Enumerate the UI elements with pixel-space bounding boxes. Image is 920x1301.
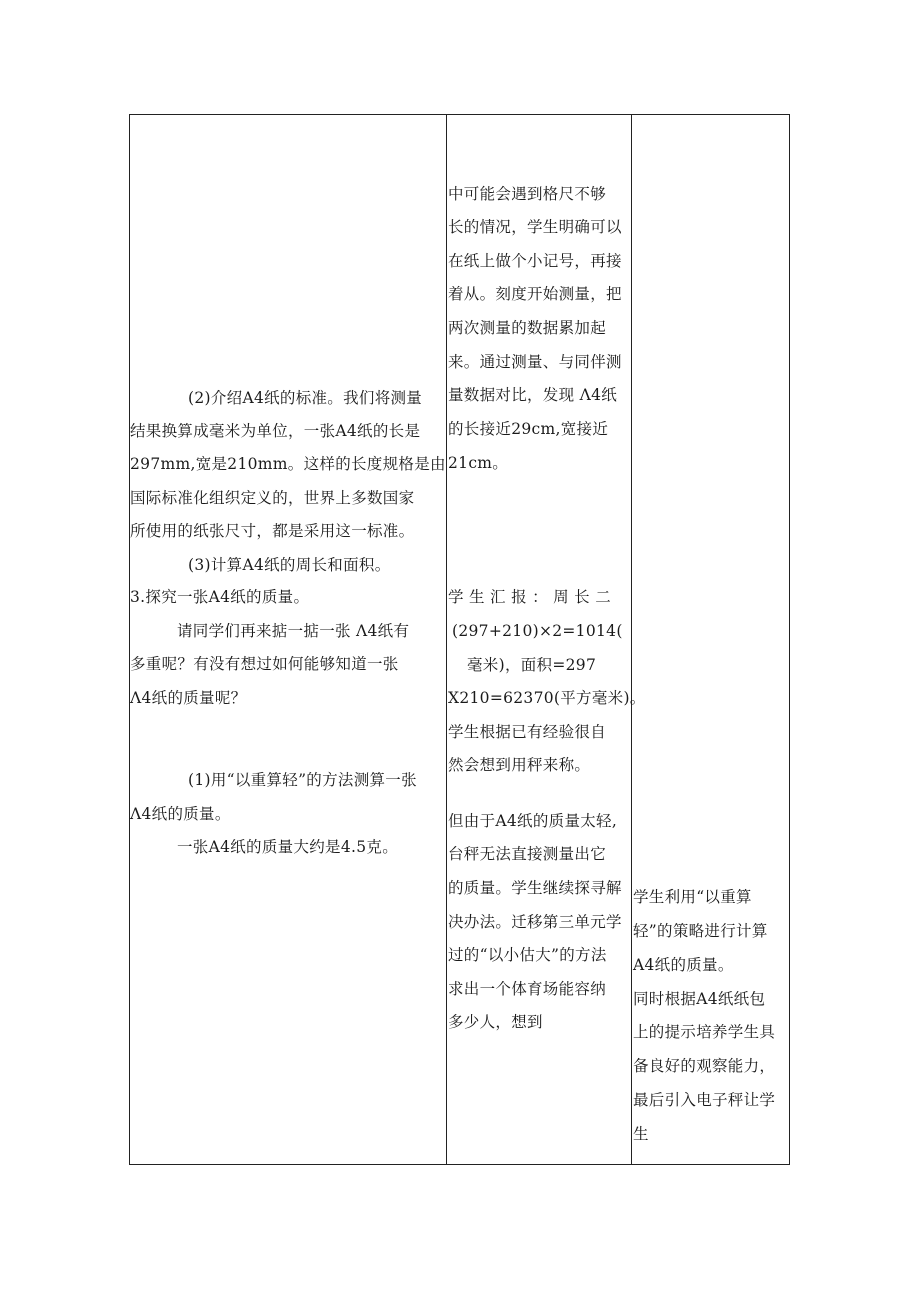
col1-line: 所使用的纸张尺寸，都是采用这一标准。 bbox=[130, 522, 415, 540]
col2-line: 毫米)，面积=297 bbox=[467, 656, 597, 674]
col2-line: 在纸上做个小记号，再接 bbox=[448, 252, 622, 270]
column-divider bbox=[631, 115, 632, 1164]
column-divider bbox=[446, 115, 447, 1164]
col2-line: 的质量。学生继续探寻解 bbox=[448, 879, 622, 897]
col1-line: (2)介绍A4纸的标准。我们将测量 bbox=[188, 389, 423, 407]
col1-line: 297mm,宽是210mm。这样的长度规格是由 bbox=[130, 455, 446, 473]
col1-line: (1)用“以重算轻”的方法测算一张 bbox=[188, 771, 417, 789]
col2-line: 过的“以小估大”的方法 bbox=[448, 946, 607, 964]
col1-line: Λ4纸的质量呢？ bbox=[130, 689, 247, 707]
col3-line: 备良好的观察能力， bbox=[633, 1057, 776, 1075]
col3-line: 生 bbox=[633, 1125, 649, 1143]
col2-line: (297+210)×2=1014( bbox=[452, 622, 623, 640]
col3-line: 轻”的策略进行计算 bbox=[633, 922, 768, 940]
col1-line: (3)计算A4纸的周长和面积。 bbox=[188, 556, 391, 574]
col1-line: 请同学们再来掂一掂一张 Λ4纸有 bbox=[177, 622, 410, 640]
col2-line: X210=62370(平方毫米)。 bbox=[448, 689, 646, 707]
col3-line: 同时根据A4纸纸包 bbox=[633, 990, 766, 1008]
col2-line: 台秤无法直接测量出它 bbox=[448, 845, 607, 863]
col1-line: 国际标准化组织定义的，世界上多数国家 bbox=[130, 489, 415, 507]
col1-line: Λ4纸的质量。 bbox=[130, 805, 231, 823]
col1-line: 结果换算成毫米为单位，一张A4纸的长是 bbox=[130, 422, 421, 440]
col2-line: 但由于A4纸的质量太轻, bbox=[448, 812, 618, 830]
col3-line: 上的提示培养学生具 bbox=[633, 1023, 776, 1041]
col2-line: 决办法。迁移第三单元学 bbox=[448, 913, 622, 931]
col2-line: 的长接近29cm,宽接近 bbox=[448, 420, 609, 438]
col2-line: 学生根据已有经验很自 bbox=[448, 723, 607, 741]
col2-line: 学 生 汇 报 ： 周 长 二 bbox=[448, 588, 611, 606]
col3-line: 最后引入电子秤让学 bbox=[633, 1091, 776, 1109]
col3-line: 学生利用“以重算 bbox=[633, 888, 752, 906]
col2-line: 量数据对比，发现 Λ4纸 bbox=[448, 386, 618, 404]
lesson-table bbox=[129, 114, 790, 1165]
col2-line: 21cm。 bbox=[448, 454, 509, 472]
col2-line: 求出一个体育场能容纳 bbox=[448, 980, 607, 998]
col1-line: 多重呢？有没有想过如何能够知道一张 bbox=[130, 655, 399, 673]
col2-line: 着从。刻度开始测量，把 bbox=[448, 285, 622, 303]
col3-line: A4纸的质量。 bbox=[633, 956, 734, 974]
col1-line: 一张A4纸的质量大约是4.5克。 bbox=[177, 838, 399, 856]
col2-line: 多少人，想到 bbox=[448, 1013, 543, 1031]
col2-line: 长的情况，学生明确可以 bbox=[448, 218, 622, 236]
col1-line: 3.探究一张A4纸的质量。 bbox=[130, 588, 310, 606]
col2-line: 中可能会遇到格尺不够 bbox=[448, 185, 607, 203]
col2-line: 然会想到用秤来称。 bbox=[448, 756, 591, 774]
col2-line: 来。通过测量、与同伴测 bbox=[448, 353, 622, 371]
col2-line: 两次测量的数据累加起 bbox=[448, 319, 607, 337]
